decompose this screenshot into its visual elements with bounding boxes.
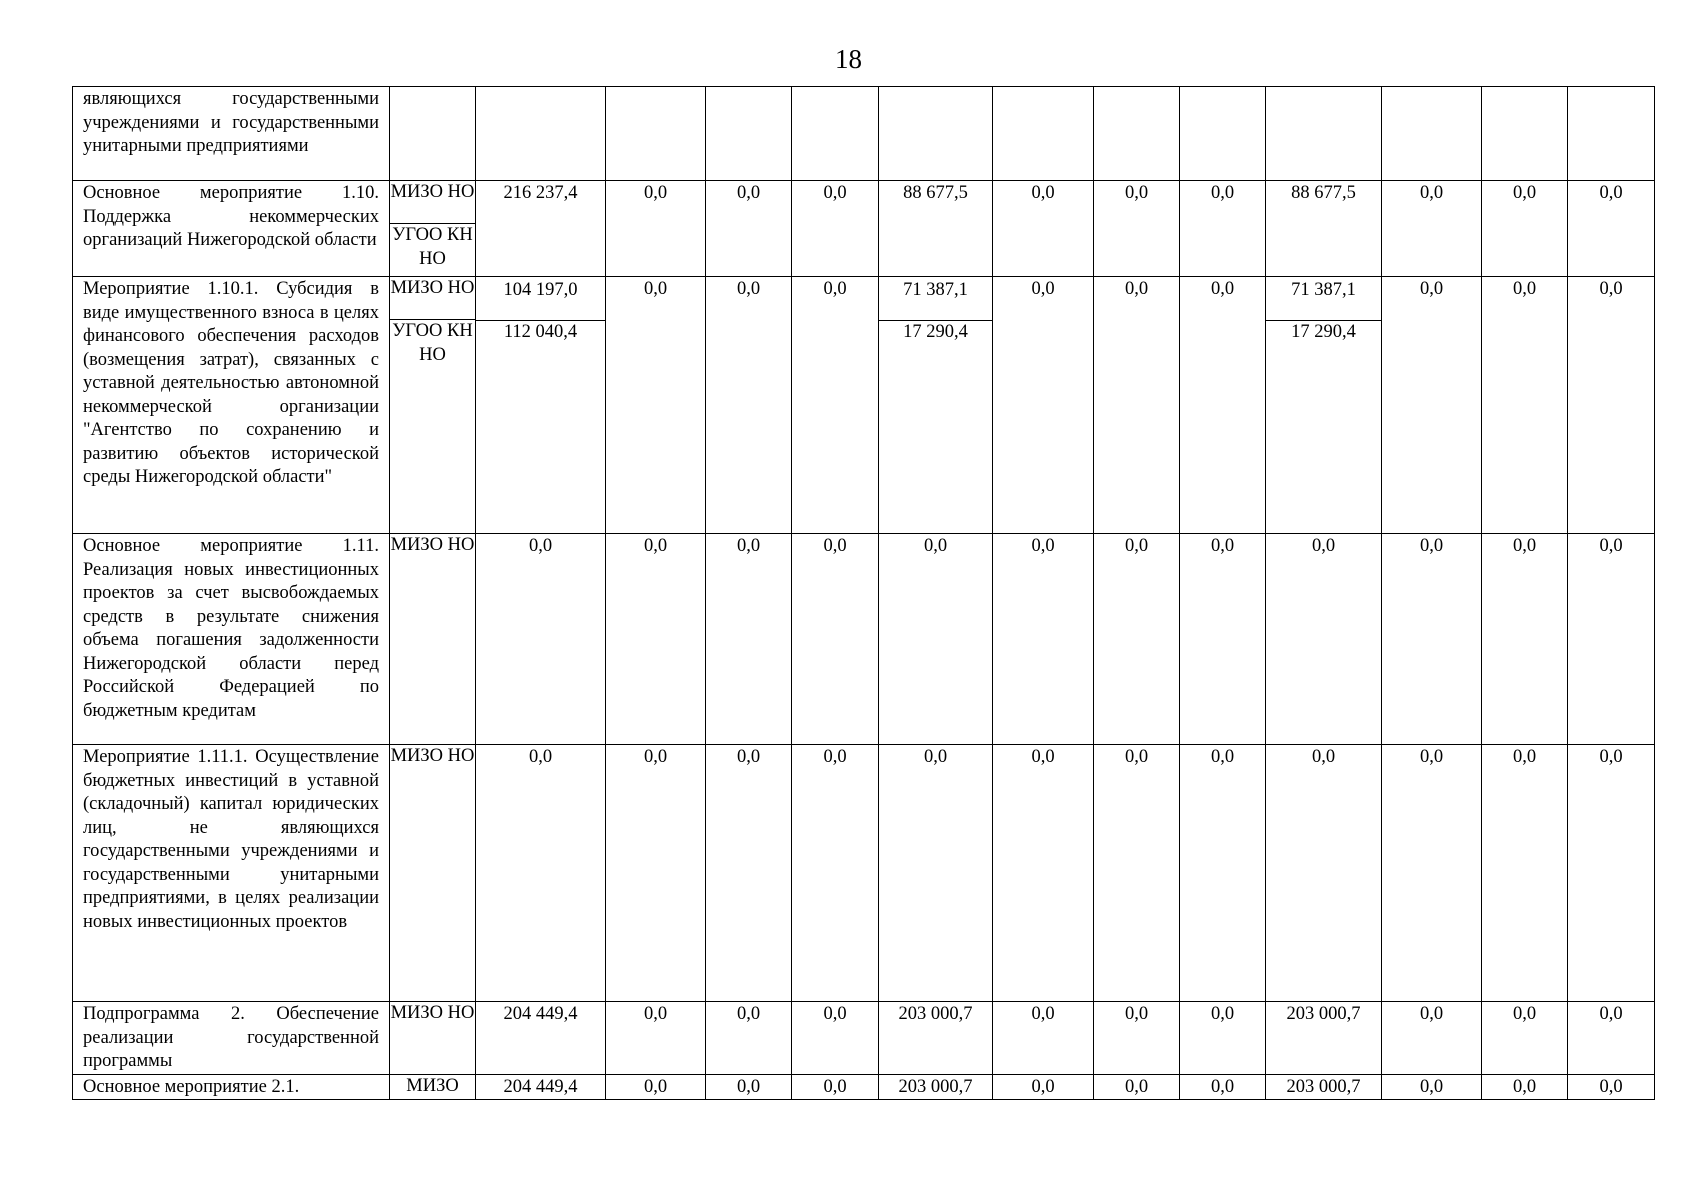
value-cell bbox=[1482, 181, 1568, 277]
executor-cell bbox=[390, 87, 476, 181]
value-cell bbox=[993, 534, 1094, 745]
executor-cell bbox=[390, 277, 476, 534]
description-text: Основное мероприятие 1.11. Реализация новых инвестиционных проектов за счет высвобождаемых средств в результате снижения объема погашения задолженности Нижегородской области перед Российской Федерацией по бюджетным кредитам bbox=[83, 536, 379, 721]
value-cell bbox=[1266, 277, 1382, 534]
row-description bbox=[73, 534, 390, 745]
executor-name: УГОО КН НО bbox=[392, 321, 473, 365]
value-cell bbox=[476, 277, 606, 534]
value-cell bbox=[1266, 1074, 1382, 1100]
value-cell bbox=[476, 745, 606, 1002]
description-text: Мероприятие 1.11.1. Осуществление бюджетных инвестиций в уставной (складочный) капитал юридических лиц, не являющихся государственными учреждениями и государственными унитарными предприятиями, в целях реализации новых инвестиционных проектов bbox=[83, 747, 379, 932]
value-text: 0,0 bbox=[923, 747, 948, 767]
description-text: Основное мероприятие 1.10. Поддержка некоммерческих организаций Нижегородской области bbox=[83, 183, 379, 250]
value-cell bbox=[706, 1074, 792, 1100]
value-text: 0,0 bbox=[1599, 183, 1623, 203]
budget-table bbox=[72, 86, 1655, 1100]
description-text: являющихся государственными учреждениями и государственными унитарными предприятиями bbox=[83, 89, 379, 156]
executor-name: МИЗО НО bbox=[390, 181, 475, 224]
value-cell bbox=[1382, 1002, 1482, 1075]
value-cell bbox=[1482, 277, 1568, 534]
value-text: 0,0 bbox=[1031, 1004, 1055, 1024]
description-text: Основное мероприятие 2.1. bbox=[83, 1076, 300, 1097]
value-cell bbox=[1094, 1002, 1180, 1075]
value-text: 0,0 bbox=[643, 1076, 668, 1097]
value-text: 0,0 bbox=[643, 747, 668, 767]
value-text: 0,0 bbox=[1124, 279, 1149, 299]
value-cell bbox=[792, 87, 879, 181]
value-cell bbox=[706, 277, 792, 534]
value-cell bbox=[606, 277, 706, 534]
value-cell bbox=[1266, 181, 1382, 277]
value-cell bbox=[792, 277, 879, 534]
executor-name: МИЗО НО bbox=[390, 746, 475, 766]
value-text: 88 677,5 bbox=[1291, 183, 1356, 203]
value-text: 0,0 bbox=[1210, 1076, 1235, 1097]
value-cell bbox=[1382, 181, 1482, 277]
value-text: 0,0 bbox=[736, 536, 761, 556]
value-cell bbox=[1094, 181, 1180, 277]
value-text: 0,0 bbox=[1419, 279, 1444, 299]
value-text: 0,0 bbox=[1512, 536, 1537, 556]
value-text: 0,0 bbox=[1031, 279, 1055, 299]
value-text: 0,0 bbox=[736, 747, 761, 767]
value-cell bbox=[993, 1002, 1094, 1075]
value-cell bbox=[476, 534, 606, 745]
row-description bbox=[73, 277, 390, 534]
value-cell bbox=[792, 534, 879, 745]
value-part: 71 387,1 bbox=[1266, 278, 1381, 321]
value-text: 0,0 bbox=[1419, 536, 1444, 556]
value-cell bbox=[879, 745, 993, 1002]
value-cell bbox=[1266, 87, 1382, 181]
executor-cell bbox=[390, 745, 476, 1002]
description-text: Мероприятие 1.10.1. Субсидия в виде имущественного взноса в целях финансового обеспечения расходов (возмещения затрат), связанных с уставной деятельностью автономной некоммерческой организации "Агентство по сохранению и развитию объектов исторической среды Нижегородской области" bbox=[83, 279, 379, 487]
value-cell bbox=[1180, 1002, 1266, 1075]
value-cell bbox=[879, 277, 993, 534]
value-text: 203 000,7 bbox=[1286, 1004, 1361, 1024]
value-text: 203 000,7 bbox=[898, 1004, 973, 1024]
value-text: 0,0 bbox=[823, 1076, 847, 1097]
value-text: 0,0 bbox=[1031, 1076, 1055, 1097]
value-cell bbox=[1094, 87, 1180, 181]
value-text: 88 677,5 bbox=[903, 183, 968, 203]
value-cell bbox=[706, 745, 792, 1002]
row-description bbox=[73, 87, 390, 181]
executor-name: МИЗО НО bbox=[390, 277, 475, 320]
value-cell bbox=[879, 1074, 993, 1100]
value-text: 0,0 bbox=[1419, 183, 1444, 203]
value-text: 0,0 bbox=[643, 536, 668, 556]
table-row bbox=[73, 745, 1655, 1002]
row-description bbox=[73, 1002, 390, 1075]
value-cell bbox=[476, 1074, 606, 1100]
value-cell bbox=[1266, 1002, 1382, 1075]
executor-name: МИЗО bbox=[406, 1075, 459, 1096]
value-cell bbox=[706, 181, 792, 277]
value-cell bbox=[476, 1002, 606, 1075]
value-cell bbox=[1568, 745, 1655, 1002]
value-cell bbox=[792, 1002, 879, 1075]
value-cell bbox=[879, 1002, 993, 1075]
value-cell bbox=[606, 87, 706, 181]
value-part: 112 040,4 bbox=[503, 322, 578, 342]
value-text: 0,0 bbox=[823, 747, 847, 767]
value-cell bbox=[1382, 277, 1482, 534]
value-text: 0,0 bbox=[528, 747, 553, 767]
value-part: 17 290,4 bbox=[1291, 322, 1356, 342]
value-cell bbox=[1382, 1074, 1482, 1100]
value-cell bbox=[606, 181, 706, 277]
value-text: 0,0 bbox=[1124, 747, 1149, 767]
executor-cell bbox=[390, 1002, 476, 1075]
value-text: 0,0 bbox=[1210, 183, 1235, 203]
value-text: 0,0 bbox=[1599, 1076, 1623, 1097]
table-row bbox=[73, 181, 1655, 277]
value-text: 0,0 bbox=[1311, 747, 1336, 767]
value-cell bbox=[792, 1074, 879, 1100]
value-cell bbox=[476, 181, 606, 277]
value-cell bbox=[1180, 745, 1266, 1002]
value-text: 0,0 bbox=[736, 183, 761, 203]
value-text: 0,0 bbox=[643, 1004, 668, 1024]
value-cell bbox=[792, 745, 879, 1002]
value-cell bbox=[606, 1002, 706, 1075]
value-text: 204 449,4 bbox=[503, 1004, 578, 1024]
value-cell bbox=[606, 1074, 706, 1100]
executor-name: МИЗО НО bbox=[390, 1003, 475, 1023]
value-text: 0,0 bbox=[1512, 183, 1537, 203]
value-cell bbox=[606, 745, 706, 1002]
executor-cell bbox=[390, 181, 476, 277]
value-cell bbox=[993, 1074, 1094, 1100]
value-text: 0,0 bbox=[1512, 279, 1537, 299]
value-text: 0,0 bbox=[823, 536, 847, 556]
value-cell bbox=[1094, 534, 1180, 745]
value-cell bbox=[993, 745, 1094, 1002]
value-text: 0,0 bbox=[1124, 1076, 1149, 1097]
value-cell bbox=[1266, 534, 1382, 745]
value-text: 0,0 bbox=[528, 536, 553, 556]
value-cell bbox=[1180, 87, 1266, 181]
value-text: 0,0 bbox=[1031, 536, 1055, 556]
value-text: 0,0 bbox=[1599, 279, 1623, 299]
executor-name: МИЗО НО bbox=[390, 535, 475, 555]
value-text: 216 237,4 bbox=[503, 183, 578, 203]
value-cell bbox=[1482, 1074, 1568, 1100]
table-row bbox=[73, 87, 1655, 181]
value-text: 0,0 bbox=[1210, 1004, 1235, 1024]
value-text: 0,0 bbox=[643, 183, 668, 203]
value-text: 0,0 bbox=[1512, 1004, 1537, 1024]
value-text: 0,0 bbox=[643, 279, 668, 299]
value-part: 104 197,0 bbox=[476, 278, 605, 321]
value-cell bbox=[1094, 1074, 1180, 1100]
value-cell bbox=[879, 87, 993, 181]
value-text: 0,0 bbox=[1124, 183, 1149, 203]
table-row bbox=[73, 534, 1655, 745]
value-cell bbox=[1568, 1074, 1655, 1100]
value-cell bbox=[1180, 1074, 1266, 1100]
value-cell bbox=[476, 87, 606, 181]
table-row bbox=[73, 1002, 1655, 1075]
value-text: 0,0 bbox=[736, 1004, 761, 1024]
row-description bbox=[73, 1074, 390, 1100]
value-cell bbox=[1568, 277, 1655, 534]
value-text: 0,0 bbox=[736, 1076, 761, 1097]
value-cell bbox=[1482, 745, 1568, 1002]
value-cell bbox=[993, 181, 1094, 277]
table-row bbox=[73, 1074, 1655, 1100]
value-text: 0,0 bbox=[823, 279, 847, 299]
value-text: 0,0 bbox=[1124, 1004, 1149, 1024]
description-text: Подпрограмма 2. Обеспечение реализации государственной программы bbox=[83, 1004, 379, 1071]
value-text: 0,0 bbox=[1599, 1004, 1623, 1024]
value-cell bbox=[1266, 745, 1382, 1002]
value-part: 17 290,4 bbox=[903, 322, 968, 342]
executor-name: УГОО КН НО bbox=[392, 225, 473, 269]
value-cell bbox=[993, 277, 1094, 534]
value-text: 0,0 bbox=[1031, 747, 1055, 767]
value-text: 204 449,4 bbox=[503, 1076, 578, 1097]
value-cell bbox=[879, 181, 993, 277]
value-cell bbox=[1568, 181, 1655, 277]
value-cell bbox=[1568, 87, 1655, 181]
value-cell bbox=[993, 87, 1094, 181]
value-text: 0,0 bbox=[923, 536, 948, 556]
value-text: 203 000,7 bbox=[898, 1076, 973, 1097]
value-cell bbox=[1382, 534, 1482, 745]
row-description bbox=[73, 181, 390, 277]
value-text: 0,0 bbox=[1311, 536, 1336, 556]
value-cell bbox=[1568, 534, 1655, 745]
value-cell bbox=[1180, 181, 1266, 277]
value-cell bbox=[879, 534, 993, 745]
value-text: 0,0 bbox=[1031, 183, 1055, 203]
value-text: 0,0 bbox=[1512, 747, 1537, 767]
value-text: 0,0 bbox=[823, 183, 847, 203]
value-text: 0,0 bbox=[1599, 536, 1623, 556]
value-text: 0,0 bbox=[1419, 1076, 1444, 1097]
table-row bbox=[73, 277, 1655, 534]
value-text: 0,0 bbox=[1512, 1076, 1537, 1097]
value-cell bbox=[1482, 87, 1568, 181]
row-description bbox=[73, 745, 390, 1002]
value-text: 0,0 bbox=[1124, 536, 1149, 556]
value-cell bbox=[1180, 534, 1266, 745]
value-cell bbox=[606, 534, 706, 745]
value-cell bbox=[1094, 745, 1180, 1002]
value-text: 0,0 bbox=[1210, 747, 1235, 767]
value-cell bbox=[1482, 1002, 1568, 1075]
value-text: 0,0 bbox=[1419, 1004, 1444, 1024]
value-cell bbox=[792, 181, 879, 277]
executor-cell bbox=[390, 534, 476, 745]
value-cell bbox=[1180, 277, 1266, 534]
value-cell bbox=[1482, 534, 1568, 745]
executor-cell bbox=[390, 1074, 476, 1100]
value-part: 71 387,1 bbox=[879, 278, 992, 321]
value-cell bbox=[1568, 1002, 1655, 1075]
value-text: 203 000,7 bbox=[1286, 1076, 1361, 1097]
value-cell bbox=[706, 1002, 792, 1075]
value-text: 0,0 bbox=[1210, 536, 1235, 556]
value-cell bbox=[1382, 745, 1482, 1002]
value-cell bbox=[706, 87, 792, 181]
page-number: 18 bbox=[835, 44, 862, 74]
value-cell bbox=[706, 534, 792, 745]
value-cell bbox=[1094, 277, 1180, 534]
value-text: 0,0 bbox=[1210, 279, 1235, 299]
value-text: 0,0 bbox=[1599, 747, 1623, 767]
value-text: 0,0 bbox=[1419, 747, 1444, 767]
value-cell bbox=[1382, 87, 1482, 181]
value-text: 0,0 bbox=[823, 1004, 847, 1024]
value-text: 0,0 bbox=[736, 279, 761, 299]
